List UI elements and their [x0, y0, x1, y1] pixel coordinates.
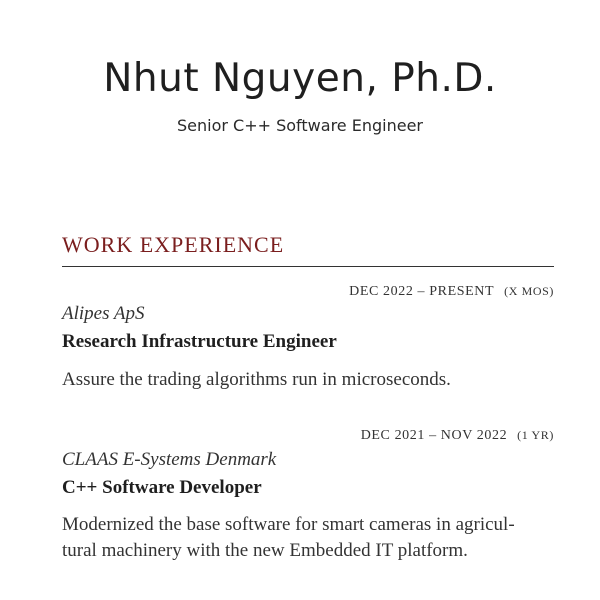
entry-duration: (1 YR) — [517, 428, 554, 442]
entry-description-line: Modernized the base software for smart cameras in agricul- — [62, 514, 515, 535]
entry-date-range — [361, 428, 554, 444]
entry-description — [62, 367, 558, 393]
resume-title: Senior C++ Software Engineer — [177, 116, 423, 135]
entry-role: C++ Software Developer — [62, 477, 262, 498]
entry-dates: DEC 2022 – PRESENT — [349, 284, 495, 299]
entry-company: Alipes ApS — [62, 303, 145, 324]
entry-date-range — [349, 284, 554, 300]
entry-dates: DEC 2021 – NOV 2022 — [360, 428, 508, 443]
section-heading-work-experience: WORK EXPERIENCE — [62, 232, 285, 257]
entry-description-line: tural machinery with the new Embedded IT platform. — [62, 540, 468, 561]
entry-description — [62, 512, 558, 564]
entry-role: Research Infrastructure Engineer — [62, 331, 337, 352]
entry-company: CLAAS E-Systems Denmark — [62, 449, 277, 470]
entry-duration: (X MOS) — [504, 284, 554, 298]
resume-name: Nhut Nguyen, Ph.D. — [103, 56, 497, 101]
section-divider — [62, 266, 554, 267]
entry-description-line: Assure the trading algorithms run in microseconds. — [62, 369, 451, 390]
